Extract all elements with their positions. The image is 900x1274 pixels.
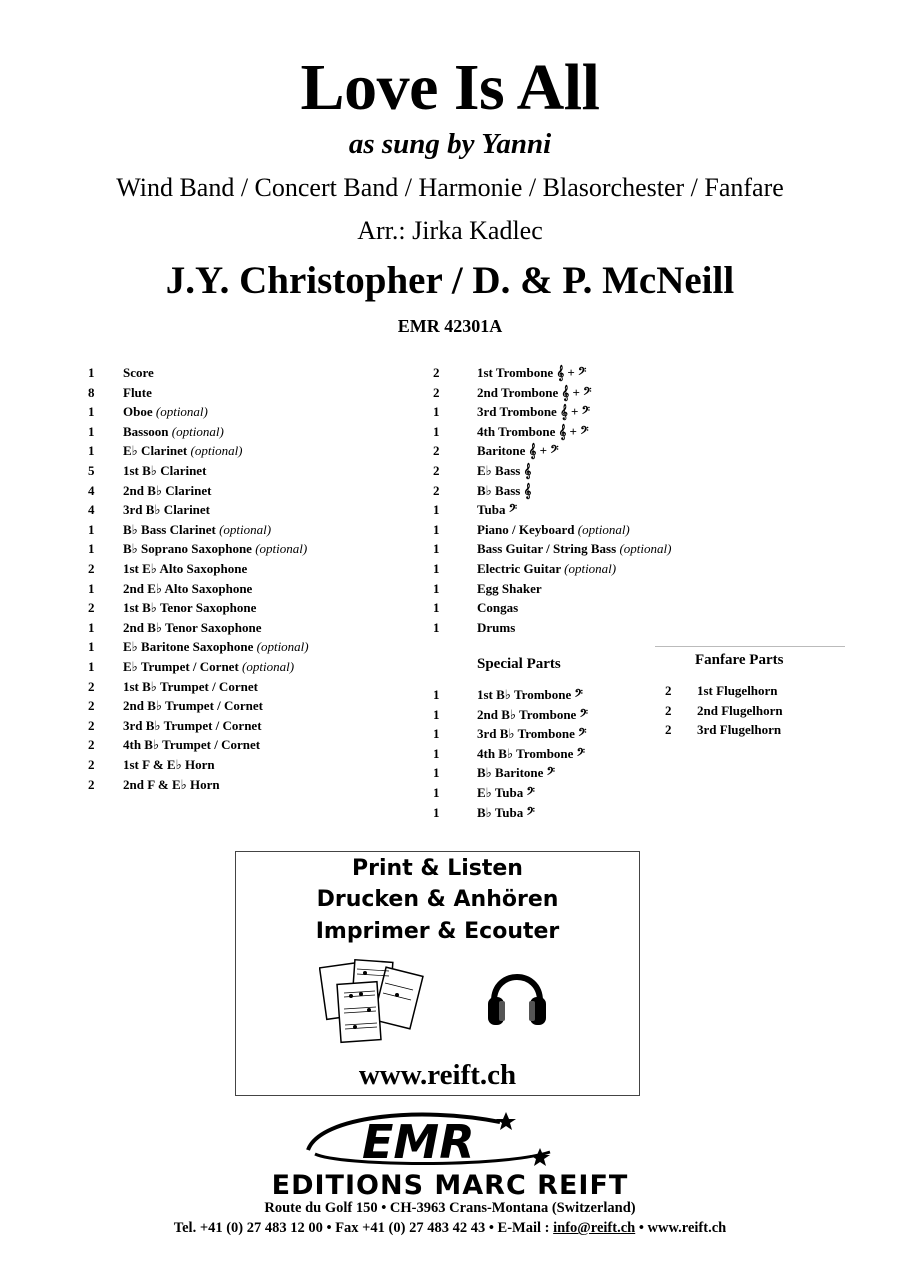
part-label: 2nd Trombone 𝄞 + 𝄢 [477,384,592,400]
part-quantity: 1 [433,706,440,722]
part-name [123,481,211,501]
part-label: E♭ Bass 𝄞 [477,463,532,478]
part-quantity: 1 [88,521,95,537]
part-name [477,579,542,599]
part-quantity: 2 [88,698,95,714]
part-label: 3rd Flugelhorn [697,722,782,738]
part-name [123,441,243,461]
part-name [477,559,616,579]
contact-phone-fax: Tel. +41 (0) 27 483 12 00 • Fax +41 (0) 27 483 42 43 • E-Mail : [173,1220,554,1236]
part-label: E♭ Tuba 𝄢 [477,785,535,800]
optional-note: (optional) [190,443,243,459]
part-label: 4th B♭ Trombone 𝄢 [477,745,586,761]
optional-note: (optional) [155,404,208,420]
part-name [477,461,531,481]
part-quantity: 4 [88,482,95,498]
part-quantity: 2 [88,757,95,772]
print-and-listen-box[interactable] [235,851,640,1096]
part-quantity: 1 [433,745,440,761]
part-name [123,363,154,383]
part-name [123,402,208,422]
part-label: 1st Flugelhorn [697,683,778,698]
part-name [697,681,778,701]
website-link[interactable]: www.reift.ch [358,1059,517,1091]
part-label: E♭ Baritone Saxophone [123,639,257,655]
part-label: E♭ Trumpet / Cornet [123,659,243,674]
optional-note: (optional) [171,423,224,439]
part-label: Baritone 𝄞 + 𝄢 [477,443,559,459]
part-quantity: 1 [88,639,95,655]
part-quantity: 2 [665,683,672,698]
part-name [123,559,247,579]
optional-note: (optional) [255,541,308,557]
part-label: 2nd E♭ Alto Saxophone [123,580,253,596]
part-label: Egg Shaker [477,580,542,596]
part-label: B♭ Baritone 𝄢 [477,765,556,781]
part-quantity: 1 [433,404,440,420]
ensemble-list: Wind Band / Concert Band / Harmonie / Blasorchester / Fanfare [116,173,784,202]
part-quantity: 2 [433,443,440,459]
part-name [477,500,517,520]
part-name [123,520,271,540]
part-label: 3rd B♭ Trumpet / Cornet [123,717,262,733]
part-quantity: 2 [665,702,672,718]
part-quantity: 1 [433,600,440,616]
part-quantity: 1 [433,687,440,702]
part-name [477,441,559,461]
optional-note: (optional) [619,541,672,557]
part-quantity: 2 [88,600,95,616]
part-name [123,598,256,618]
headphones-icon [486,957,548,1032]
part-label: 4th Trombone 𝄞 + 𝄢 [477,423,589,439]
part-name [477,763,555,783]
part-label: 4th B♭ Trumpet / Cornet [123,737,261,753]
contact-website: • www.reift.ch [635,1220,727,1236]
part-label: B♭ Bass Clarinet [123,521,220,537]
part-label: 3rd B♭ Clarinet [123,502,211,518]
part-quantity: 2 [88,717,95,733]
print-listen-de: Drucken & Anhören [316,887,559,912]
optional-note: (optional) [564,561,617,576]
fanfare-parts-heading: Fanfare Parts [695,652,784,668]
part-name [477,363,586,383]
part-label: 2nd F & E♭ Horn [123,776,220,792]
publisher-contact [0,1220,900,1237]
part-name [123,637,309,657]
part-quantity: 1 [88,423,95,439]
part-label: B♭ Soprano Saxophone [123,541,256,557]
optional-note: (optional) [256,639,309,655]
part-label: 1st B♭ Tenor Saxophone [123,600,257,616]
score-subtitle: as sung by Yanni [348,128,552,160]
emr-logo-text: EMR [362,1115,475,1169]
part-label: 1st B♭ Trumpet / Cornet [123,678,258,694]
part-name [477,383,591,403]
part-label: 3rd Trombone 𝄞 + 𝄢 [477,404,591,420]
part-label: 1st B♭ Clarinet [123,463,207,478]
part-name [477,685,583,705]
part-quantity: 1 [433,619,440,635]
part-quantity: 1 [433,765,440,781]
part-label: 2nd B♭ Clarinet [123,482,212,498]
part-quantity: 2 [433,384,440,400]
part-quantity: 1 [433,423,440,439]
part-quantity: 1 [433,541,440,557]
part-quantity: 2 [433,365,440,380]
part-label: B♭ Tuba 𝄢 [477,804,535,820]
part-label: Tuba 𝄢 [477,502,518,518]
emr-logo [300,1108,565,1170]
part-label: Oboe [123,404,156,420]
optional-note: (optional) [242,659,295,674]
part-quantity: 2 [433,482,440,498]
print-listen-fr: Imprimer & Ecouter [315,919,560,944]
part-name [123,579,252,599]
part-quantity: 1 [88,580,95,596]
part-quantity: 1 [88,659,95,674]
part-name [123,657,294,677]
part-name [477,783,535,803]
part-label: 1st F & E♭ Horn [123,757,215,772]
part-quantity: 1 [433,726,440,742]
part-name [123,775,220,795]
arranger: Arr.: Jirka Kadlec [357,216,543,245]
part-quantity: 2 [88,737,95,753]
part-name [477,422,589,442]
part-label: 1st B♭ Trombone 𝄢 [477,687,583,702]
part-label: Congas [477,600,519,616]
part-label: Drums [477,619,516,635]
part-name [477,618,515,638]
part-name [477,481,531,501]
part-quantity: 1 [88,619,95,635]
part-name [123,716,262,736]
part-label: Score [123,365,154,380]
part-name [477,724,586,744]
part-label: 2nd B♭ Trombone 𝄢 [477,706,588,722]
part-quantity: 1 [433,804,440,820]
part-quantity: 1 [433,785,440,800]
part-name [477,803,535,823]
part-name [697,720,781,740]
part-name [477,744,585,764]
optional-note: (optional) [219,521,272,537]
part-label: 2nd B♭ Trumpet / Cornet [123,698,263,714]
part-label: Flute [123,384,152,400]
part-quantity: 1 [433,521,440,537]
part-name [123,422,224,442]
part-label: 1st E♭ Alto Saxophone [123,561,248,576]
part-quantity: 1 [433,561,440,576]
part-label: 2nd B♭ Tenor Saxophone [123,619,262,635]
part-quantity: 1 [88,404,95,420]
part-name [123,755,215,775]
catalog-number: EMR 42301A [397,316,503,336]
part-name [477,598,518,618]
part-quantity: 2 [88,678,95,694]
fanfare-divider [655,646,845,647]
special-parts-heading: Special Parts [477,656,561,672]
part-label: 1st Trombone 𝄞 + 𝄢 [477,365,587,380]
part-name [697,701,783,721]
part-name [477,705,588,725]
part-name [477,520,630,540]
part-quantity: 2 [433,463,440,478]
part-label: E♭ Clarinet [123,443,191,459]
part-quantity: 1 [88,443,95,459]
print-listen-en: Print & Listen [352,856,523,881]
part-name [123,735,260,755]
composers: J.Y. Christopher / D. & P. McNeill [165,259,735,302]
part-name [477,539,671,559]
publisher-name: EDITIONS MARC REIFT [271,1170,629,1201]
email-link[interactable]: info@reift.ch [553,1220,636,1236]
part-label: Piano / Keyboard [477,521,578,537]
part-label: Bass Guitar / String Bass [477,541,620,557]
part-quantity: 1 [88,365,95,380]
part-quantity: 4 [88,502,95,518]
part-label: B♭ Bass 𝄞 [477,482,532,498]
part-label: Electric Guitar [477,561,565,576]
optional-note: (optional) [577,521,630,537]
part-label: 3rd B♭ Trombone 𝄢 [477,726,587,742]
part-name [123,461,206,481]
part-name [123,539,307,559]
part-quantity: 2 [88,561,95,576]
part-quantity: 5 [88,463,95,478]
part-label: 2nd Flugelhorn [697,702,783,718]
part-name [123,618,261,638]
part-quantity: 1 [433,580,440,596]
publisher-address: Route du Golf 150 • CH-3963 Crans-Montana (Switzerland) [264,1200,636,1216]
part-quantity: 1 [88,541,95,557]
part-name [123,696,263,716]
part-quantity: 2 [88,776,95,792]
part-quantity: 8 [88,384,95,400]
part-quantity: 2 [665,722,672,738]
part-quantity: 1 [433,502,440,518]
part-name [123,677,258,697]
part-name [477,402,590,422]
part-name [123,500,210,520]
part-name [123,383,152,403]
part-label: Bassoon [123,423,172,439]
sheet-music-icon [319,957,429,1047]
score-title: Love Is All [300,51,600,124]
